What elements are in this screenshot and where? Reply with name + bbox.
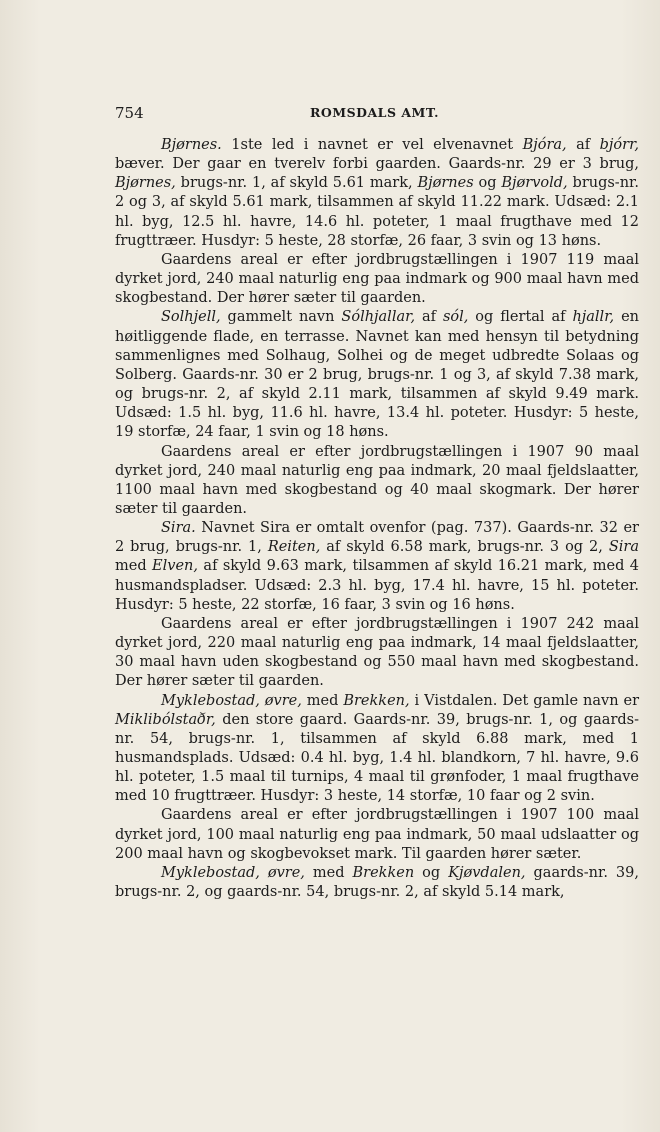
italic-run: bjórr, — [599, 137, 640, 153]
italic-run: Myklebostad, øvre, — [161, 864, 305, 881]
paragraph-myklebostad-areal — [115, 806, 639, 863]
italic-run: hjallr, — [572, 309, 615, 326]
text-run: brugs-nr. 1, af skyld 5.61 mark, — [175, 175, 418, 192]
italic-run: Bjørnes. — [161, 137, 222, 153]
italic-run: Bjørnes — [417, 175, 474, 192]
text-run: og — [473, 175, 502, 192]
italic-run: Brekken, — [343, 692, 410, 709]
italic-run: Elven, — [152, 558, 198, 575]
text-run: og flertal af — [468, 309, 573, 326]
text-run: den store gaard. Gaards-nr. 39, brugs-nr. 1, og gaards-nr. 54, brugs-nr. 1, tilsammen af skyld 6.88 mark, med 1 husmandsplads. Udsæd: 0.4 hl. byg, 1.4 hl. blandkorn, 7 hl. havre, 9.6 hl. poteter, 1.5 maal til turnips, 4 maal til grønfoder, 1 maal frugthave med 10 frugttræer. Husdyr: 3 heste, 14 storfæ, 10 faar og 2 svin. — [115, 711, 639, 805]
text-run: af skyld 9.63 mark, tilsammen af skyld 16.21 mark, med 4 husmandspladser. Udsæd: 2.3 hl. byg, 17.4 hl. havre, 15 hl. poteter. Husdyr: 5 heste, 22 storfæ, 16 faar, 3 svin og 16 høns. — [115, 558, 639, 613]
text-run: gammelt navn — [220, 309, 342, 326]
italic-run: Sira — [608, 539, 639, 556]
page-number: 754 — [115, 104, 144, 122]
text-run: Gaardens areal er efter jordbrugstællingen i 1907 100 maal dyrket jord, 100 maal naturlig eng paa indmark, 50 maal udslaatter og 200 maal havn og skogbevokset mark. Til gaarden hører sæter. — [115, 807, 639, 862]
text-run: bæver. Der gaar en tverelv forbi gaarden. Gaards-nr. 29 er 3 brug, — [115, 156, 639, 173]
italic-run: Bjóra, — [522, 137, 567, 153]
text-run: brugs-nr. 2 og 3, af skyld 5.61 mark, tilsammen af skyld 11.22 mark. Udsæd: 2.1 hl. byg, 12.5 hl. havre, 14.6 hl. poteter, 1 maal frugthave med 12 frugttræer. Husdyr: 5 heste, 28 storfæ, 26 faar, 3 svin og 13 høns. — [115, 175, 639, 249]
body-text — [115, 136, 639, 902]
text-run: med — [304, 864, 353, 881]
italic-run: Sira. — [161, 520, 196, 537]
italic-run: Miklibólstaðr, — [115, 711, 216, 728]
text-run: af — [566, 137, 600, 153]
text-run: med — [301, 692, 344, 709]
italic-run: Brekken — [352, 864, 415, 881]
text-run: gaards-nr. 39, brugs-nr. 2, og gaards-nr. 54, brugs-nr. 2, af skyld 5.14 mark, — [115, 864, 639, 901]
italic-run: Solhjell, — [161, 309, 221, 326]
paragraph-sira — [115, 519, 639, 615]
paragraph-solhjell-areal — [115, 443, 639, 520]
italic-run: Myklebostad, øvre, — [161, 692, 302, 709]
italic-run: Reiten, — [267, 539, 321, 556]
paragraph-sira-areal — [115, 615, 639, 692]
text-run: i Vistdalen. Det gamle navn er — [409, 692, 639, 709]
text-run: af — [415, 309, 443, 326]
text-run: Gaardens areal er efter jordbrugstællingen i 1907 90 maal dyrket jord, 240 maal naturlig eng paa indmark, 20 maal fjeldslaatter, 1100 maal havn med skogbestand og 40 maal skogmark. Der hører sæter til gaarden. — [115, 443, 639, 517]
text-run: en høitliggende flade, en terrasse. Navnet kan med hensyn til betydning sammenlignes med Solhaug, Solhei og de meget udbredte Solaas og Solberg. Gaards-nr. 30 er 2 brug, brugs-nr. 1 og 3, af skyld 7.38 mark, og brugs-nr. 2, af skyld 2.11 mark, tilsammen af skyld 9.49 mark. Udsæd: 1.5 hl. byg, 11.6 hl. havre, 13.4 hl. poteter. Husdyr: 5 heste, 19 storfæ, 24 faar, 1 svin og 18 høns. — [115, 309, 639, 441]
text-run: Gaardens areal er efter jordbrugstællingen i 1907 242 maal dyrket jord, 220 maal naturlig eng paa indmark, 14 maal fjeldslaatter, 30 maal havn uden skogbestand og 550 maal havn med skogbestand. Der hører sæter til gaarden. — [115, 615, 639, 690]
text-run: 1ste led i navnet er vel elvenavnet — [221, 137, 523, 153]
text-run: og — [414, 864, 449, 881]
italic-run: Sólhjallar, — [341, 309, 416, 326]
paragraph-myklebostad-brekken — [115, 692, 639, 807]
paragraph-myklebostad-kjovdalen — [115, 864, 639, 902]
paragraph-bjornes — [115, 136, 639, 251]
italic-run: Bjørnes, — [115, 175, 176, 192]
running-head: ROMSDALS AMT. — [310, 105, 439, 120]
paragraph-bjornes-areal — [115, 251, 639, 308]
italic-run: sól, — [442, 309, 469, 326]
text-run: af skyld 6.58 mark, brugs-nr. 3 og 2, — [320, 539, 609, 556]
text-run: Gaardens areal er efter jordbrugstællingen i 1907 119 maal dyrket jord, 240 maal naturlig eng paa indmark og 900 maal havn med skogbestand. Der hører sæter til gaarden. — [115, 251, 639, 307]
italic-run: Kjøvdalen, — [448, 864, 526, 881]
paragraph-solhjell — [115, 308, 639, 442]
text-run: Navnet Sira er omtalt ovenfor (pag. 737). Gaards-nr. 32 er 2 brug, brugs-nr. 1, — [115, 520, 639, 556]
italic-run: Bjørvold, — [501, 175, 568, 192]
text-run: med — [115, 558, 153, 575]
page-header — [115, 104, 638, 126]
